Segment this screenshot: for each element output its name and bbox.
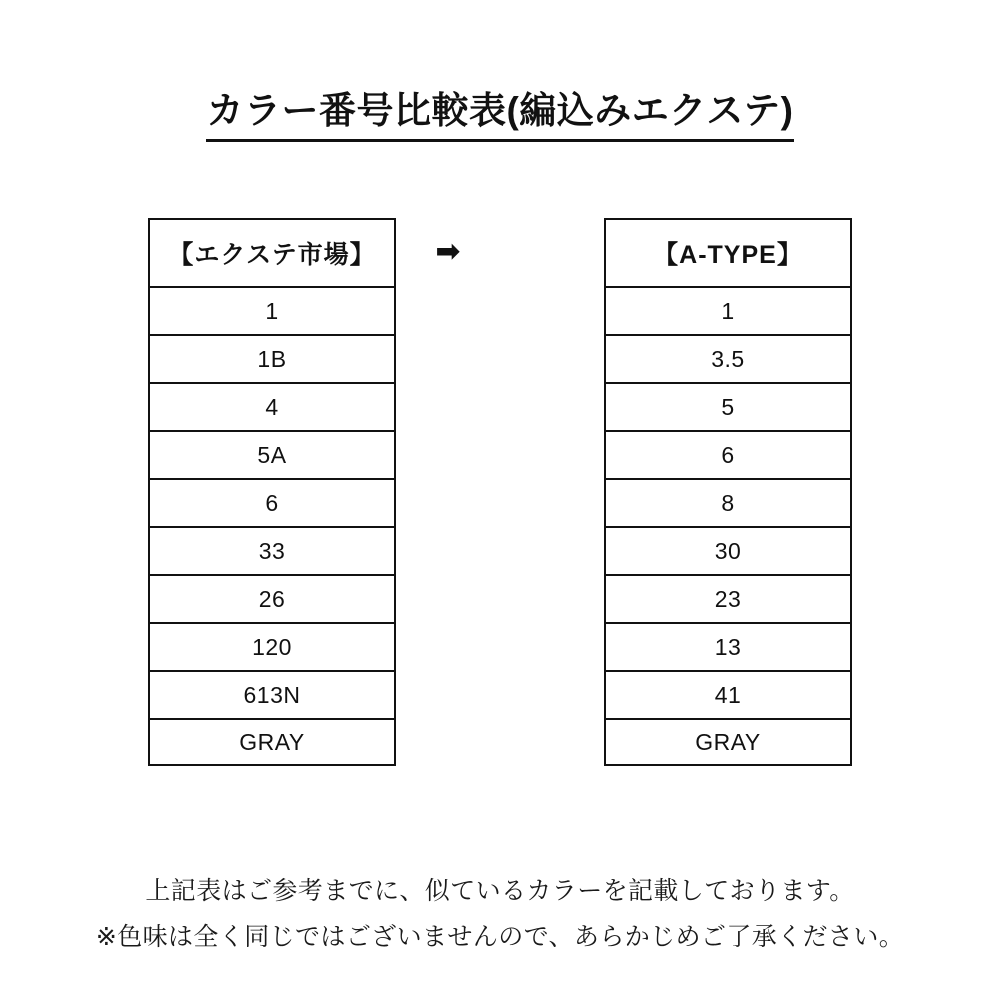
arrow-spacer [396, 478, 500, 526]
table-cell-right: 41 [604, 670, 852, 718]
arrow-spacer [396, 670, 500, 718]
table-cell-left: 613N [148, 670, 396, 718]
arrow-spacer [396, 718, 500, 766]
table-cell-right: 6 [604, 430, 852, 478]
arrow-cell [396, 218, 500, 286]
table-cell-right: 23 [604, 574, 852, 622]
column-header-left: 【エクステ市場】 [148, 218, 396, 286]
table-cell-right: 13 [604, 622, 852, 670]
note-line-1: 上記表はご参考までに、似ているカラーを記載しております。 [145, 877, 855, 905]
arrow-spacer [396, 622, 500, 670]
table-cell-left: 33 [148, 526, 396, 574]
footer-notes [0, 868, 1000, 961]
column-header-right: 【A-TYPE】 [604, 218, 852, 286]
page-title-container [0, 88, 1000, 142]
note-line-2: ※色味は全く同じではございませんので、あらかじめご了承ください。 [95, 923, 905, 952]
arrow-right-icon: ➡ [435, 235, 461, 268]
table-cell-right: 5 [604, 382, 852, 430]
table-cell-right: GRAY [604, 718, 852, 766]
arrow-spacer [396, 430, 500, 478]
arrow-spacer [396, 526, 500, 574]
arrow-spacer [396, 334, 500, 382]
table-cell-right: 1 [604, 286, 852, 334]
table-cell-left: 4 [148, 382, 396, 430]
table-cell-left: 6 [148, 478, 396, 526]
table-column-right [604, 218, 852, 766]
color-comparison-table [148, 218, 852, 766]
page-title: カラー番号比較表(編込みエクステ) [206, 88, 793, 142]
table-cell-left: 120 [148, 622, 396, 670]
table-cell-left: 5A [148, 430, 396, 478]
table-cell-right: 3.5 [604, 334, 852, 382]
arrow-spacer [396, 286, 500, 334]
table-cell-left: 1 [148, 286, 396, 334]
table-cell-left: 1B [148, 334, 396, 382]
arrow-spacer [396, 382, 500, 430]
table-cell-left: 26 [148, 574, 396, 622]
table-column-left [148, 218, 396, 766]
table-cell-left: GRAY [148, 718, 396, 766]
table-cell-right: 8 [604, 478, 852, 526]
table-cell-right: 30 [604, 526, 852, 574]
arrow-spacer [396, 574, 500, 622]
table-column-arrow [396, 218, 500, 766]
